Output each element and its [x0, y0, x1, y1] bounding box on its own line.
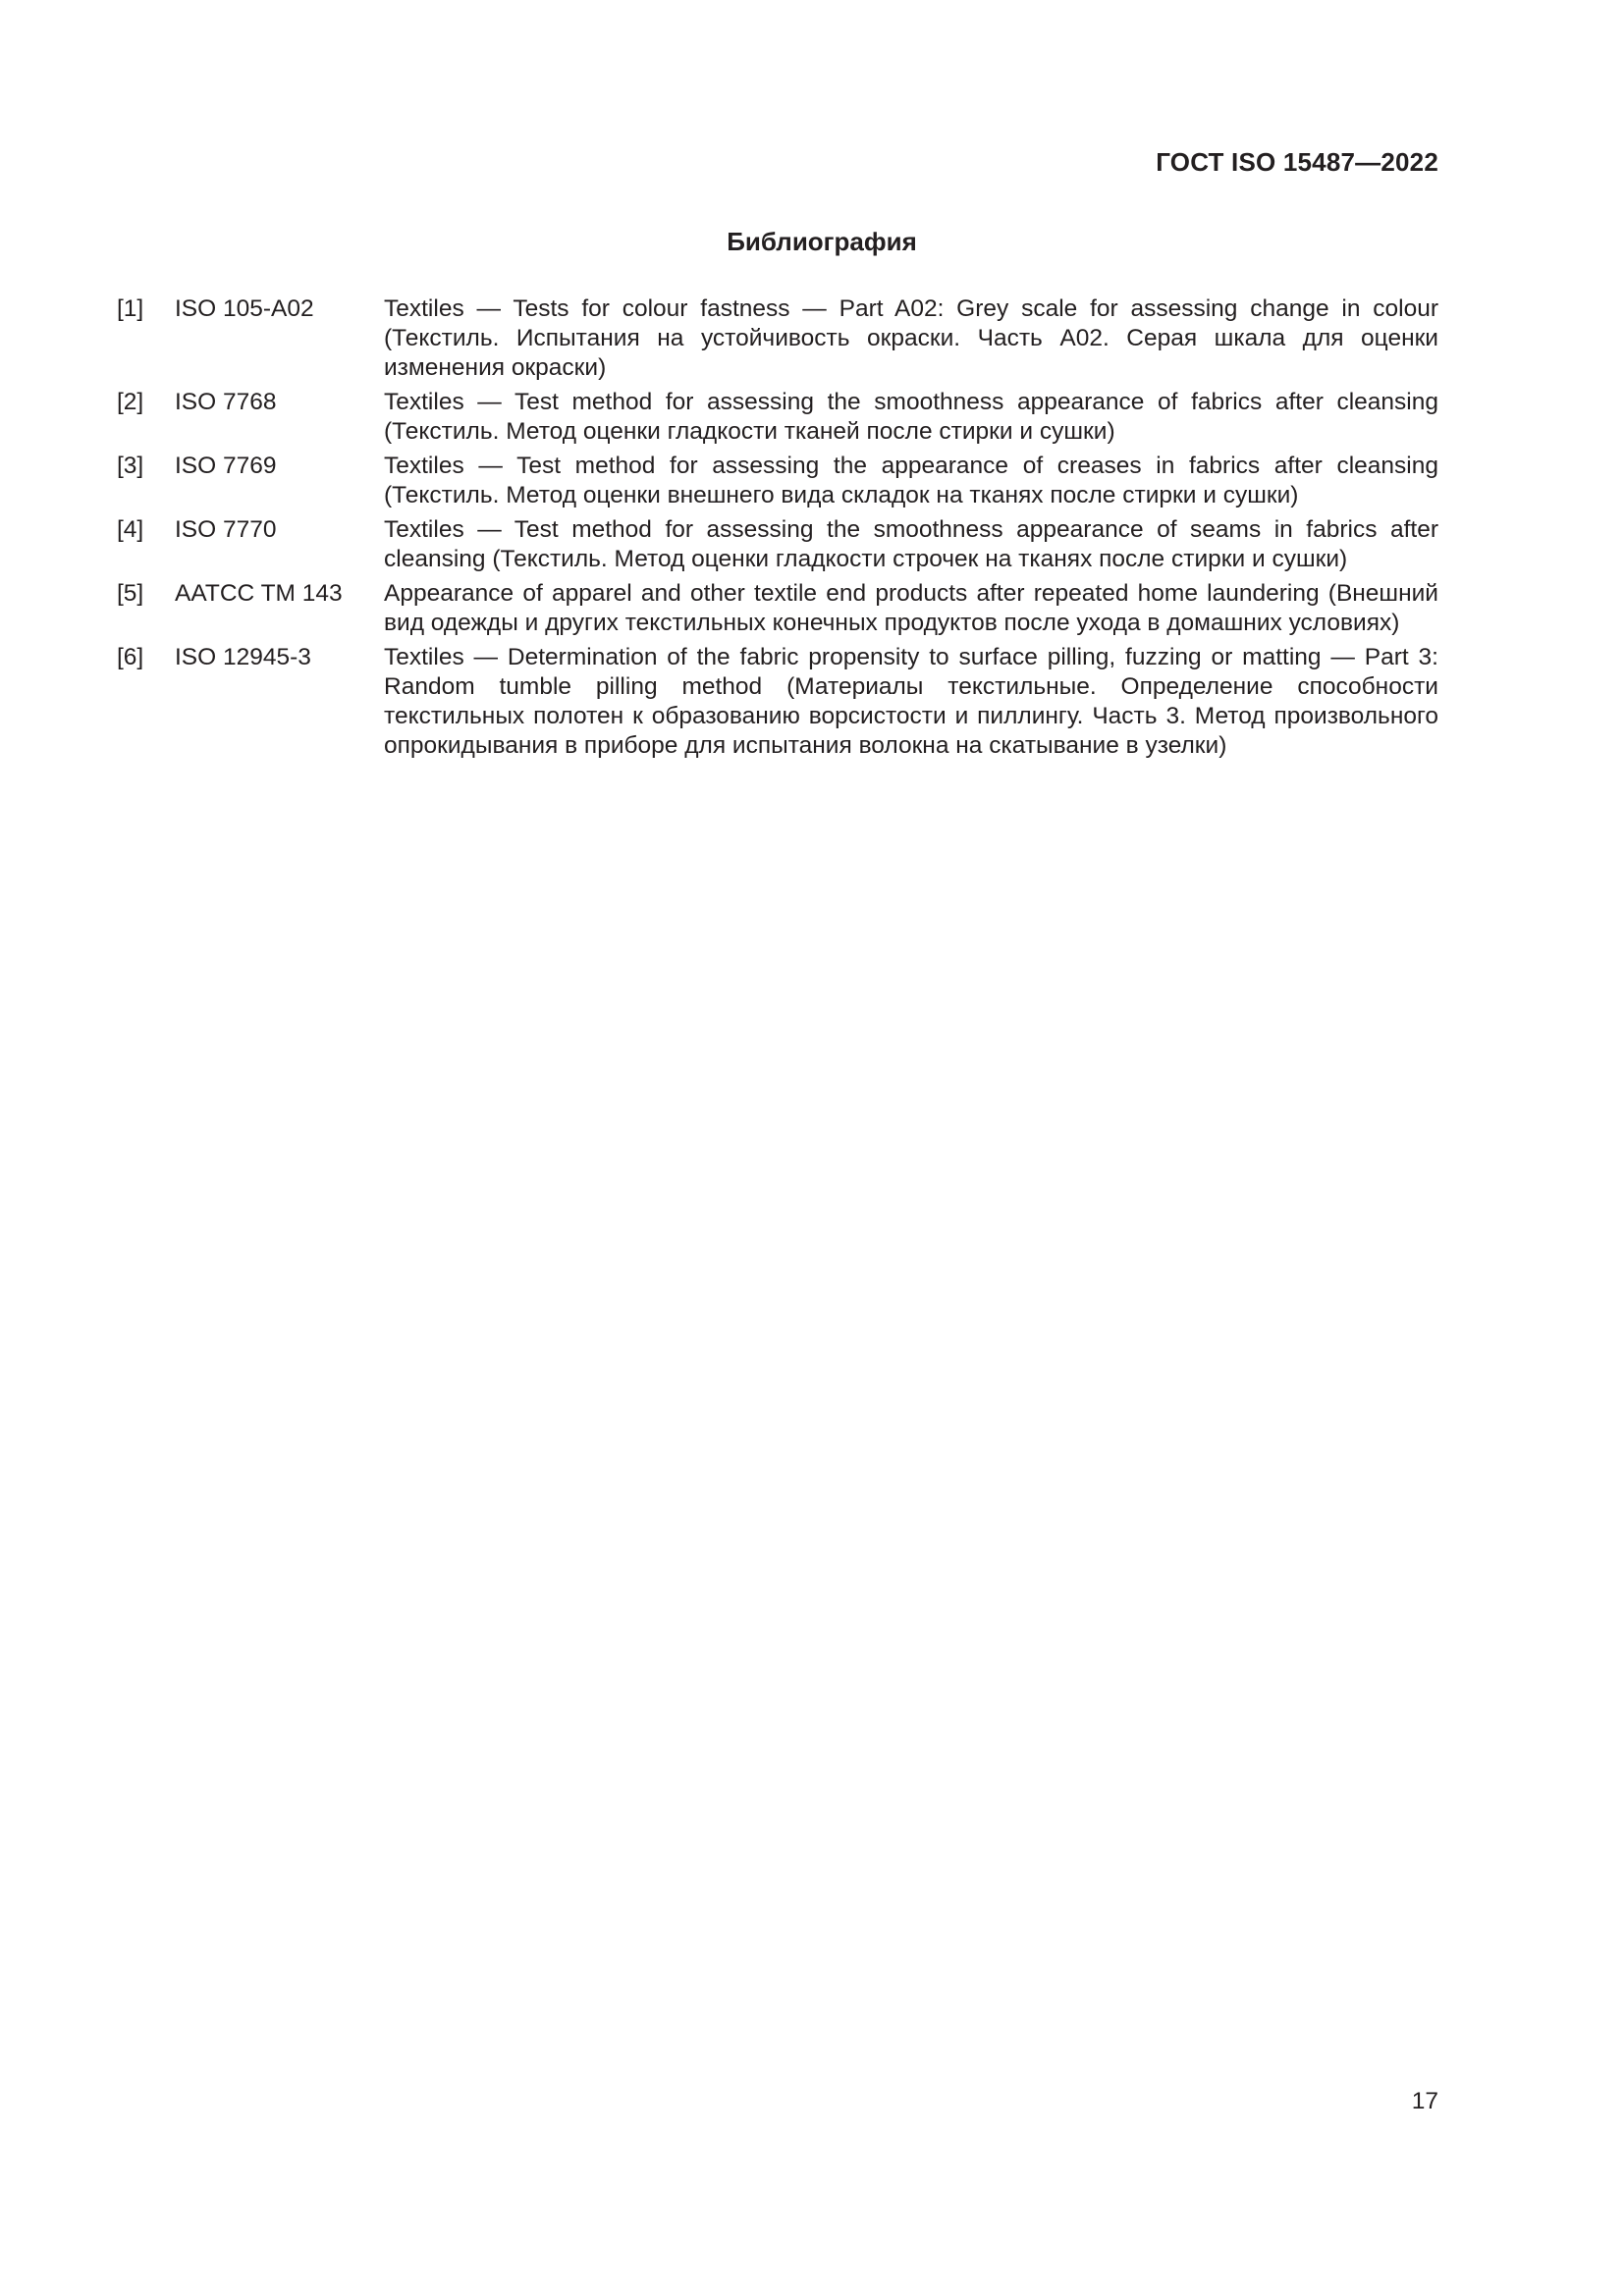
standard-code: ISO 7769 [175, 453, 277, 479]
standard-title: Textiles — Test method for assessing the appearance of creases in fabrics after cleansing (Текстиль. Метод оценки внешнего вида складок на тканях после стирки и сушки) [384, 453, 1438, 508]
standard-code: AATCC TM 143 [175, 580, 343, 607]
entry-number: [5] [117, 580, 144, 607]
standard-code: ISO 7768 [175, 389, 277, 415]
standard-code: ISO 12945-3 [175, 644, 311, 670]
standard-title: Textiles — Tests for colour fastness — Part A02: Grey scale for assessing change in colour (Текстиль. Испытания на устойчивость окраски. Часть А02. Серая шкала для оценки изменения окраски) [384, 295, 1438, 381]
bibliography-entry [117, 643, 1438, 761]
page-number: 17 [1411, 2088, 1438, 2114]
entry-number: [4] [117, 516, 144, 543]
bibliography-entry [117, 515, 1438, 574]
standard-title: Appearance of apparel and other textile end products after repeated home laundering (Внешний вид одежды и других текстильных конечных продуктов после ухода в домашних условиях) [384, 580, 1438, 636]
standard-title: Textiles — Test method for assessing the smoothness appearance of fabrics after cleansing (Текстиль. Метод оценки гладкости тканей после стирки и сушки) [384, 389, 1438, 445]
entry-number: [3] [117, 453, 144, 479]
document-code: ГОСТ ISO 15487—2022 [1156, 147, 1438, 177]
standard-code: ISO 7770 [175, 516, 277, 543]
standard-title: Textiles — Determination of the fabric propensity to surface pilling, fuzzing or matting — Part 3: Random tumble pilling method (Материалы текстильные. Определение способности текстильных полотен к образованию ворсистости и пиллингу. Часть 3. Метод произвольного опрокидывания в приборе для испытания волокна на скатывание в узелки) [384, 644, 1438, 759]
bibliography-entry [117, 388, 1438, 447]
bibliography-list [117, 294, 1438, 766]
bibliography-entry [117, 294, 1438, 383]
entry-number: [2] [117, 389, 144, 415]
entry-number: [6] [117, 644, 144, 670]
bibliography-entry [117, 579, 1438, 638]
standard-code: ISO 105-A02 [175, 295, 314, 322]
bibliography-entry [117, 452, 1438, 510]
entry-number: [1] [117, 295, 144, 322]
standard-title: Textiles — Test method for assessing the smoothness appearance of seams in fabrics after cleansing (Текстиль. Метод оценки гладкости строчек на тканях после стирки и сушки) [384, 516, 1438, 572]
section-title: Библиография [727, 227, 917, 256]
